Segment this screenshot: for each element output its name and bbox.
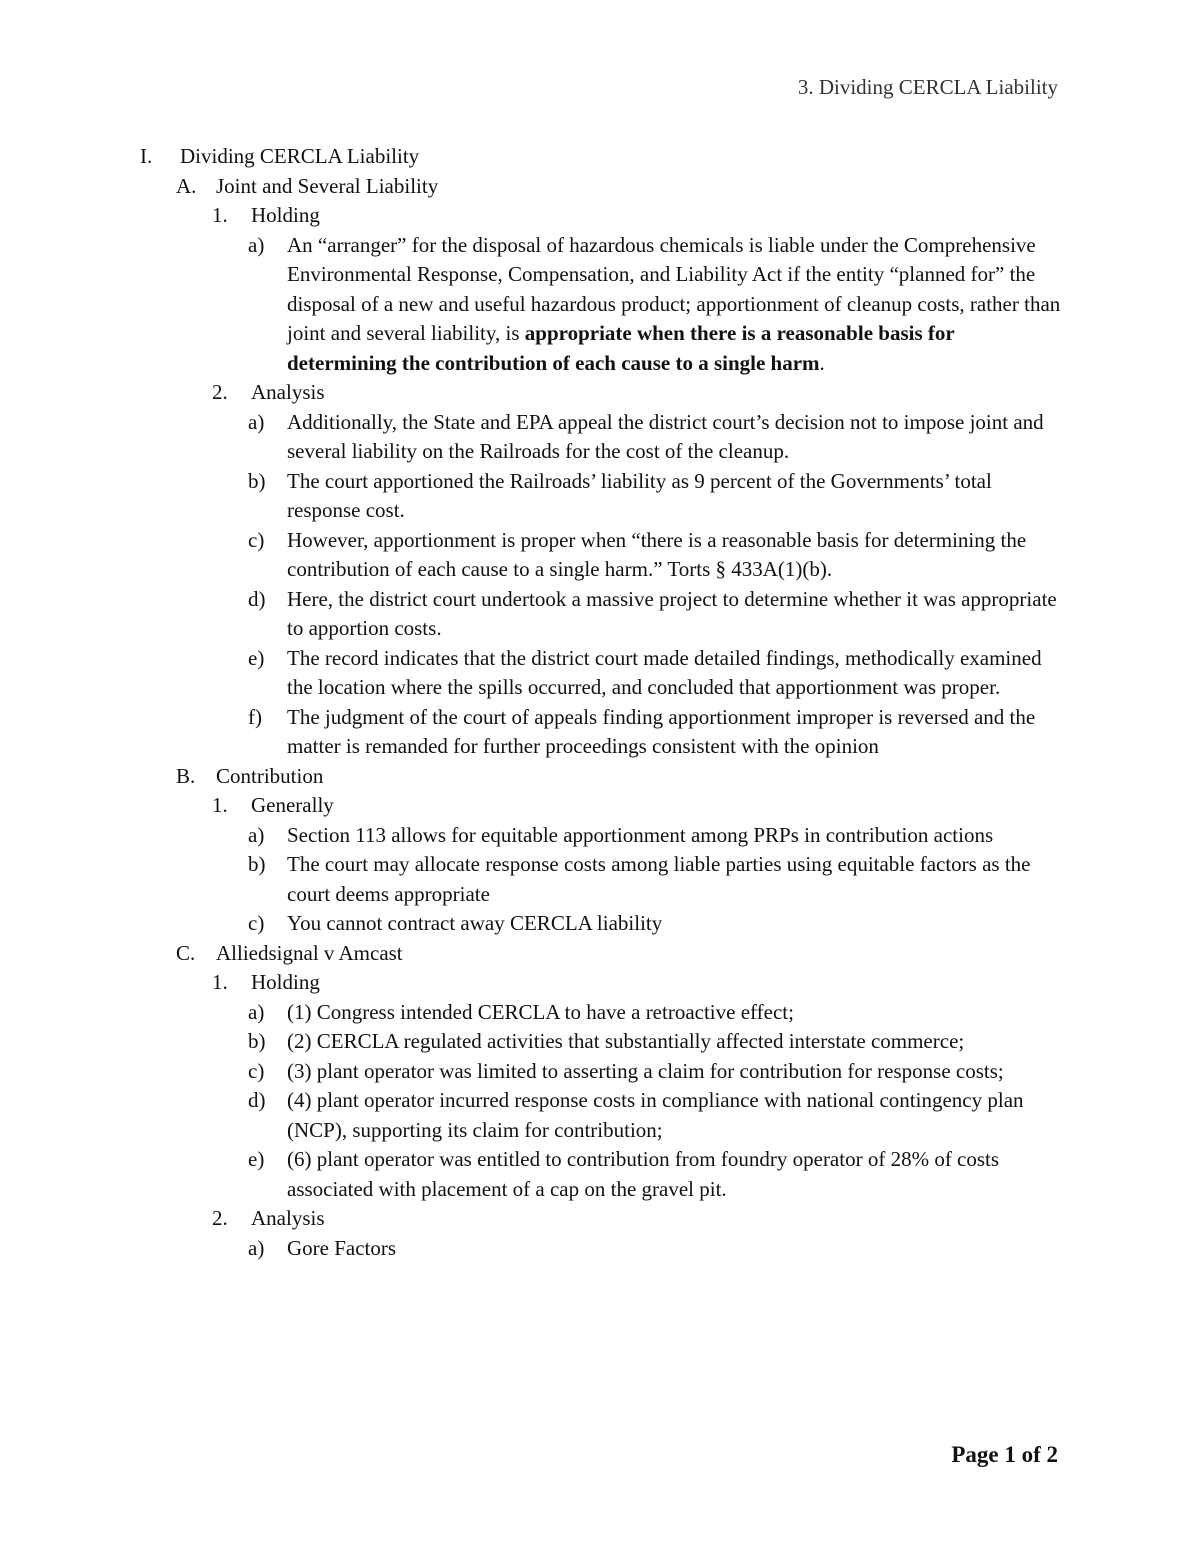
outline-marker: b)	[248, 852, 266, 876]
outline-text: (4) plant operator incurred response costs in compliance with national contingency plan (NCP), supporting its claim for contribution;	[287, 1088, 1024, 1142]
outline-marker: a)	[248, 1235, 265, 1260]
outline-marker: 2.	[212, 1206, 228, 1230]
topic-heading: Holding	[251, 970, 320, 994]
outline-text: The judgment of the court of appeals finding apportionment improper is reversed and the matter is remanded for further proceedings consistent with the opinion	[287, 704, 1036, 758]
outline-item-c1	[0, 968, 1200, 998]
outline-item-b1b	[0, 850, 1200, 909]
outline-text: (6) plant operator was entitled to contribution from foundry operator of 28% of costs associated with placement of a cap on the gravel pit.	[287, 1147, 1000, 1201]
topic-heading: Holding	[251, 203, 320, 227]
topic-heading: Generally	[251, 793, 334, 817]
outline-marker: 1.	[212, 793, 228, 817]
outline	[0, 142, 1200, 1263]
outline-text: The court apportioned the Railroads’ liability as 9 percent of the Governments’ total response cost.	[287, 468, 992, 522]
outline-item-a1	[0, 201, 1200, 231]
outline-item-a2	[0, 378, 1200, 408]
outline-marker: 1.	[212, 970, 228, 994]
outline-marker: I.	[140, 144, 153, 168]
outline-text: Gore Factors	[287, 1235, 397, 1260]
outline-marker: d)	[248, 1088, 266, 1112]
outline-item-b1	[0, 791, 1200, 821]
outline-marker: d)	[248, 586, 266, 611]
outline-item-a	[0, 172, 1200, 202]
outline-item-c2a	[0, 1234, 1200, 1264]
section-heading: Dividing CERCLA Liability	[180, 144, 420, 168]
outline-item-c2	[0, 1204, 1200, 1234]
page-number: Page 1 of 2	[951, 1442, 1058, 1467]
holding-text: An “arranger” for the disposal of hazardous chemicals is liable under the Comprehensive Environmental Response, Compensation, and Liability Act if the entity “planned for” the disposal of a new and useful hazardous product; apportionment of cleanup costs, rather than joint and several liability, is	[287, 232, 1061, 345]
outline-text	[287, 231, 1062, 379]
subsection-heading: Joint and Several Liability	[216, 173, 439, 198]
outline-item-c	[0, 939, 1200, 969]
outline-item-b	[0, 762, 1200, 792]
outline-marker: c)	[248, 527, 265, 552]
outline-item-a2f	[0, 703, 1200, 762]
outline-item-a2d	[0, 585, 1200, 644]
outline-item-b1a	[0, 821, 1200, 851]
outline-text: You cannot contract away CERCLA liability	[287, 911, 663, 935]
outline-item-a2e	[0, 644, 1200, 703]
outline-marker: C.	[176, 940, 196, 965]
outline-item-c1d	[0, 1086, 1200, 1145]
outline-marker: b)	[248, 1029, 266, 1053]
outline-text: Here, the district court undertook a massive project to determine whether it was appropriate to apportion costs.	[287, 586, 1057, 640]
outline-text: (1) Congress intended CERCLA to have a retroactive effect;	[287, 999, 794, 1024]
outline-item-a2a	[0, 408, 1200, 467]
outline-marker: a)	[248, 999, 265, 1024]
outline-item-b1c	[0, 909, 1200, 939]
outline-marker: e)	[248, 645, 265, 670]
outline-marker: e)	[248, 1147, 265, 1171]
holding-end: .	[819, 350, 825, 375]
outline-marker: B.	[176, 763, 196, 788]
outline-item-c1c	[0, 1057, 1200, 1087]
outline-marker: 1.	[212, 203, 228, 227]
running-header: 3. Dividing CERCLA Liability	[797, 75, 1058, 99]
outline-text: Additionally, the State and EPA appeal the district court’s decision not to impose joint and several liability on the Railroads for the cost of the cleanup.	[287, 409, 1044, 463]
outline-marker: 2.	[212, 380, 228, 404]
outline-marker: f)	[248, 704, 262, 729]
holding-bold-text: appropriate when there is a reasonable basis for determining the contribution of each cause to a single harm	[287, 321, 955, 375]
outline-item-a1a	[0, 231, 1200, 379]
outline-text: (2) CERCLA regulated activities that substantially affected interstate commerce;	[287, 1029, 965, 1053]
topic-heading: Analysis	[251, 1206, 325, 1230]
outline-marker: A.	[176, 173, 197, 198]
outline-item-a2c	[0, 526, 1200, 585]
outline-text: The court may allocate response costs among liable parties using equitable factors as the court deems appropriate	[287, 852, 1031, 906]
outline-text: Section 113 allows for equitable apportionment among PRPs in contribution actions	[287, 822, 994, 847]
outline-marker: a)	[248, 409, 265, 434]
outline-item-c1b	[0, 1027, 1200, 1057]
outline-item-a2b	[0, 467, 1200, 526]
outline-text: However, apportionment is proper when “there is a reasonable basis for determining the contribution of each cause to a single harm.” Torts § 433A(1)(b).	[287, 527, 1027, 581]
outline-marker: c)	[248, 911, 265, 935]
outline-text: The record indicates that the district court made detailed findings, methodically examined the location where the spills occurred, and concluded that apportionment was proper.	[287, 645, 1042, 699]
subsection-heading: Contribution	[216, 763, 324, 788]
subsection-heading: Alliedsignal v Amcast	[216, 940, 403, 965]
outline-item-c1a	[0, 998, 1200, 1028]
outline-marker: a)	[248, 822, 265, 847]
outline-item-c1e	[0, 1145, 1200, 1204]
outline-marker: c)	[248, 1058, 265, 1083]
outline-marker: b)	[248, 468, 266, 493]
outline-item-i	[0, 142, 1200, 172]
outline-marker: a)	[248, 232, 265, 257]
topic-heading: Analysis	[251, 380, 325, 404]
outline-text: (3) plant operator was limited to asserting a claim for contribution for response costs;	[287, 1058, 1004, 1083]
